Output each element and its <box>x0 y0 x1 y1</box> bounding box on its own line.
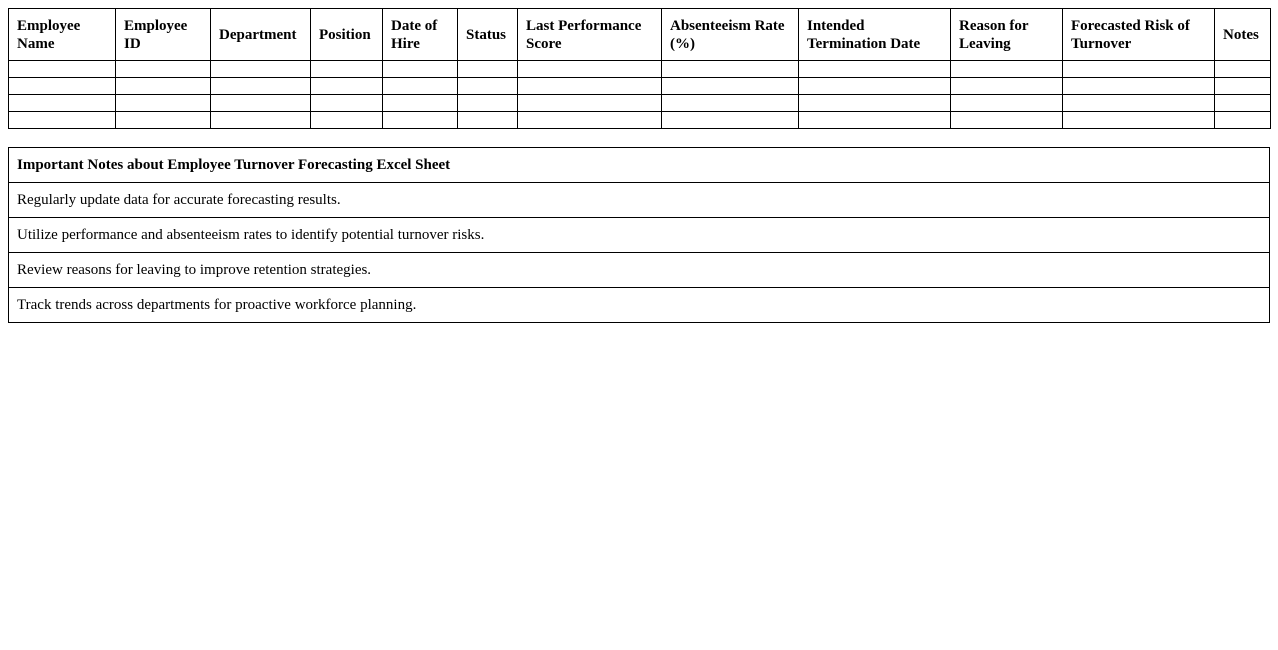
page-content <box>8 8 1270 323</box>
table-row <box>9 61 1271 78</box>
list-item <box>9 288 1270 323</box>
table-cell[interactable] <box>116 112 211 129</box>
column-header-department: Department <box>211 9 311 61</box>
table-row <box>9 78 1271 95</box>
table-cell[interactable] <box>951 95 1063 112</box>
column-header-status: Status <box>458 9 518 61</box>
table-cell[interactable] <box>211 95 311 112</box>
table-cell[interactable] <box>799 95 951 112</box>
table-cell[interactable] <box>311 95 383 112</box>
table-cell[interactable] <box>311 78 383 95</box>
table-cell[interactable] <box>1063 95 1215 112</box>
table-cell[interactable] <box>9 95 116 112</box>
table-cell[interactable] <box>799 61 951 78</box>
table-cell[interactable] <box>116 78 211 95</box>
table-cell[interactable] <box>799 78 951 95</box>
employee-turnover-table <box>8 8 1271 129</box>
table-cell[interactable] <box>662 112 799 129</box>
table-cell[interactable] <box>518 78 662 95</box>
table-cell[interactable] <box>1063 112 1215 129</box>
notes-title: Important Notes about Employee Turnover Forecasting Excel Sheet <box>9 148 1270 183</box>
list-item <box>9 253 1270 288</box>
column-header-reason-for-leaving: Reason for Leaving <box>951 9 1063 61</box>
column-header-employee-name: Employee Name <box>9 9 116 61</box>
column-header-date-of-hire: Date of Hire <box>383 9 458 61</box>
table-cell[interactable] <box>1063 61 1215 78</box>
table-cell[interactable] <box>799 112 951 129</box>
table-cell[interactable] <box>383 95 458 112</box>
note-text: Track trends across departments for proactive workforce planning. <box>9 288 1270 323</box>
table-cell[interactable] <box>211 61 311 78</box>
table-cell[interactable] <box>458 95 518 112</box>
table-cell[interactable] <box>383 112 458 129</box>
table-cell[interactable] <box>116 95 211 112</box>
table-cell[interactable] <box>311 112 383 129</box>
table-row <box>9 112 1271 129</box>
table-cell[interactable] <box>518 61 662 78</box>
table-cell[interactable] <box>9 61 116 78</box>
list-item <box>9 218 1270 253</box>
table-cell[interactable] <box>1215 95 1271 112</box>
table-cell[interactable] <box>9 78 116 95</box>
table-cell[interactable] <box>383 61 458 78</box>
table-cell[interactable] <box>458 112 518 129</box>
table-cell[interactable] <box>1215 61 1271 78</box>
column-header-intended-termination-date: Intended Termination Date <box>799 9 951 61</box>
table-cell[interactable] <box>383 78 458 95</box>
table-cell[interactable] <box>458 61 518 78</box>
note-text: Review reasons for leaving to improve retention strategies. <box>9 253 1270 288</box>
important-notes-table <box>8 147 1270 323</box>
table-cell[interactable] <box>518 95 662 112</box>
column-header-position: Position <box>311 9 383 61</box>
table-cell[interactable] <box>951 78 1063 95</box>
table-header-row <box>9 9 1271 61</box>
table-cell[interactable] <box>458 78 518 95</box>
table-cell[interactable] <box>9 112 116 129</box>
table-cell[interactable] <box>951 61 1063 78</box>
column-header-notes: Notes <box>1215 9 1271 61</box>
table-cell[interactable] <box>951 112 1063 129</box>
table-cell[interactable] <box>518 112 662 129</box>
column-header-employee-id: Employee ID <box>116 9 211 61</box>
table-cell[interactable] <box>1063 78 1215 95</box>
column-header-last-performance-score: Last Performance Score <box>518 9 662 61</box>
table-cell[interactable] <box>662 95 799 112</box>
table-cell[interactable] <box>211 112 311 129</box>
note-text: Regularly update data for accurate forecasting results. <box>9 183 1270 218</box>
table-cell[interactable] <box>1215 112 1271 129</box>
column-header-absenteeism-rate: Absenteeism Rate (%) <box>662 9 799 61</box>
notes-header-row <box>9 148 1270 183</box>
table-cell[interactable] <box>662 78 799 95</box>
table-cell[interactable] <box>311 61 383 78</box>
table-cell[interactable] <box>1215 78 1271 95</box>
table-row <box>9 95 1271 112</box>
table-cell[interactable] <box>662 61 799 78</box>
column-header-forecasted-risk: Forecasted Risk of Turnover <box>1063 9 1215 61</box>
list-item <box>9 183 1270 218</box>
table-cell[interactable] <box>116 61 211 78</box>
table-cell[interactable] <box>211 78 311 95</box>
note-text: Utilize performance and absenteeism rates to identify potential turnover risks. <box>9 218 1270 253</box>
